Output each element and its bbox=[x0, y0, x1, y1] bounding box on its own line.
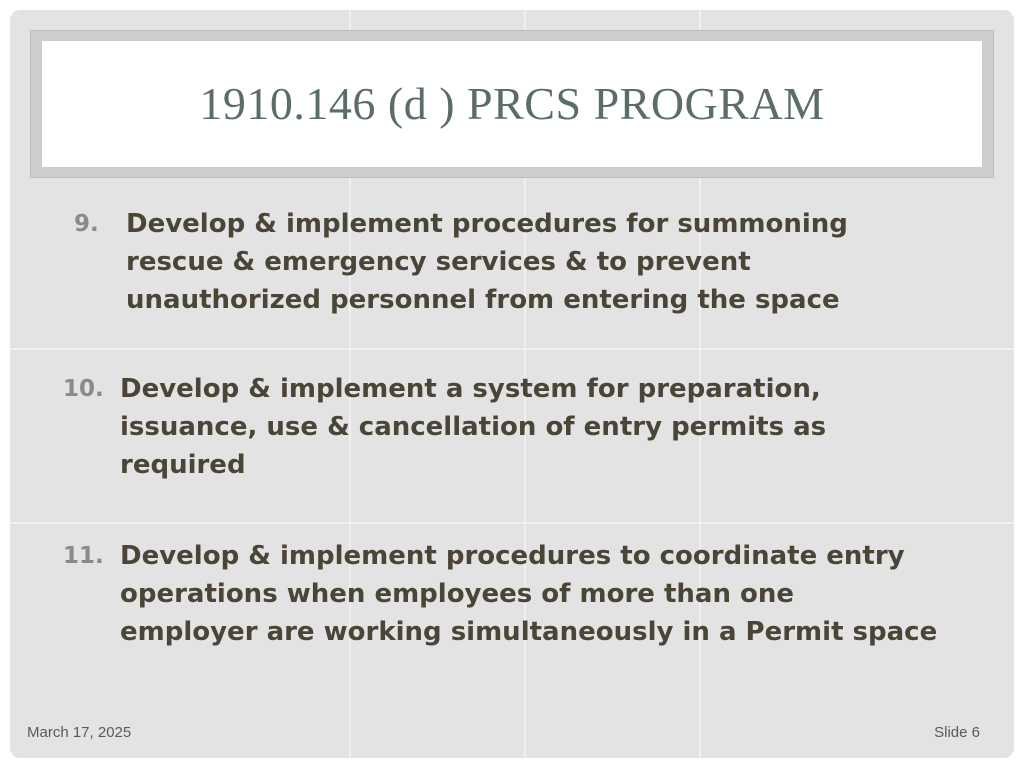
list-item-line: issuance, use & cancellation of entry permits as bbox=[120, 412, 827, 442]
list-item-line: rescue & emergency services & to prevent bbox=[126, 247, 751, 277]
slide-title: 1910.146 (d ) PRCS PROGRAM bbox=[199, 77, 825, 129]
list-item-line: unauthorized personnel from entering the space bbox=[126, 285, 840, 315]
list-item-line: employer are working simultaneously in a Permit space bbox=[120, 617, 938, 647]
list-item-line: Develop & implement procedures for summoning bbox=[126, 209, 848, 239]
list-item-line: Develop & implement procedures to coordinate entry bbox=[120, 541, 905, 571]
list-item-number: 10. bbox=[63, 376, 104, 402]
list-item bbox=[74, 205, 974, 325]
list-item-text bbox=[120, 370, 826, 484]
list-item-text bbox=[120, 537, 937, 651]
grid-line bbox=[10, 348, 1014, 350]
list-item bbox=[63, 370, 973, 490]
list-item-number: 11. bbox=[63, 543, 104, 569]
title-frame bbox=[30, 30, 994, 178]
list-item-line: required bbox=[120, 450, 246, 480]
list-item-text bbox=[126, 205, 848, 319]
footer-slide-number: Slide 6 bbox=[934, 724, 980, 741]
list-item-number: 9. bbox=[74, 211, 99, 237]
title-box bbox=[42, 41, 982, 167]
slide bbox=[10, 10, 1014, 758]
grid-line bbox=[10, 522, 1014, 524]
list-item-line: Develop & implement a system for preparation, bbox=[120, 374, 821, 404]
list-item-line: operations when employees of more than one bbox=[120, 579, 795, 609]
footer-date: March 17, 2025 bbox=[27, 724, 132, 741]
list-item bbox=[63, 537, 1003, 657]
